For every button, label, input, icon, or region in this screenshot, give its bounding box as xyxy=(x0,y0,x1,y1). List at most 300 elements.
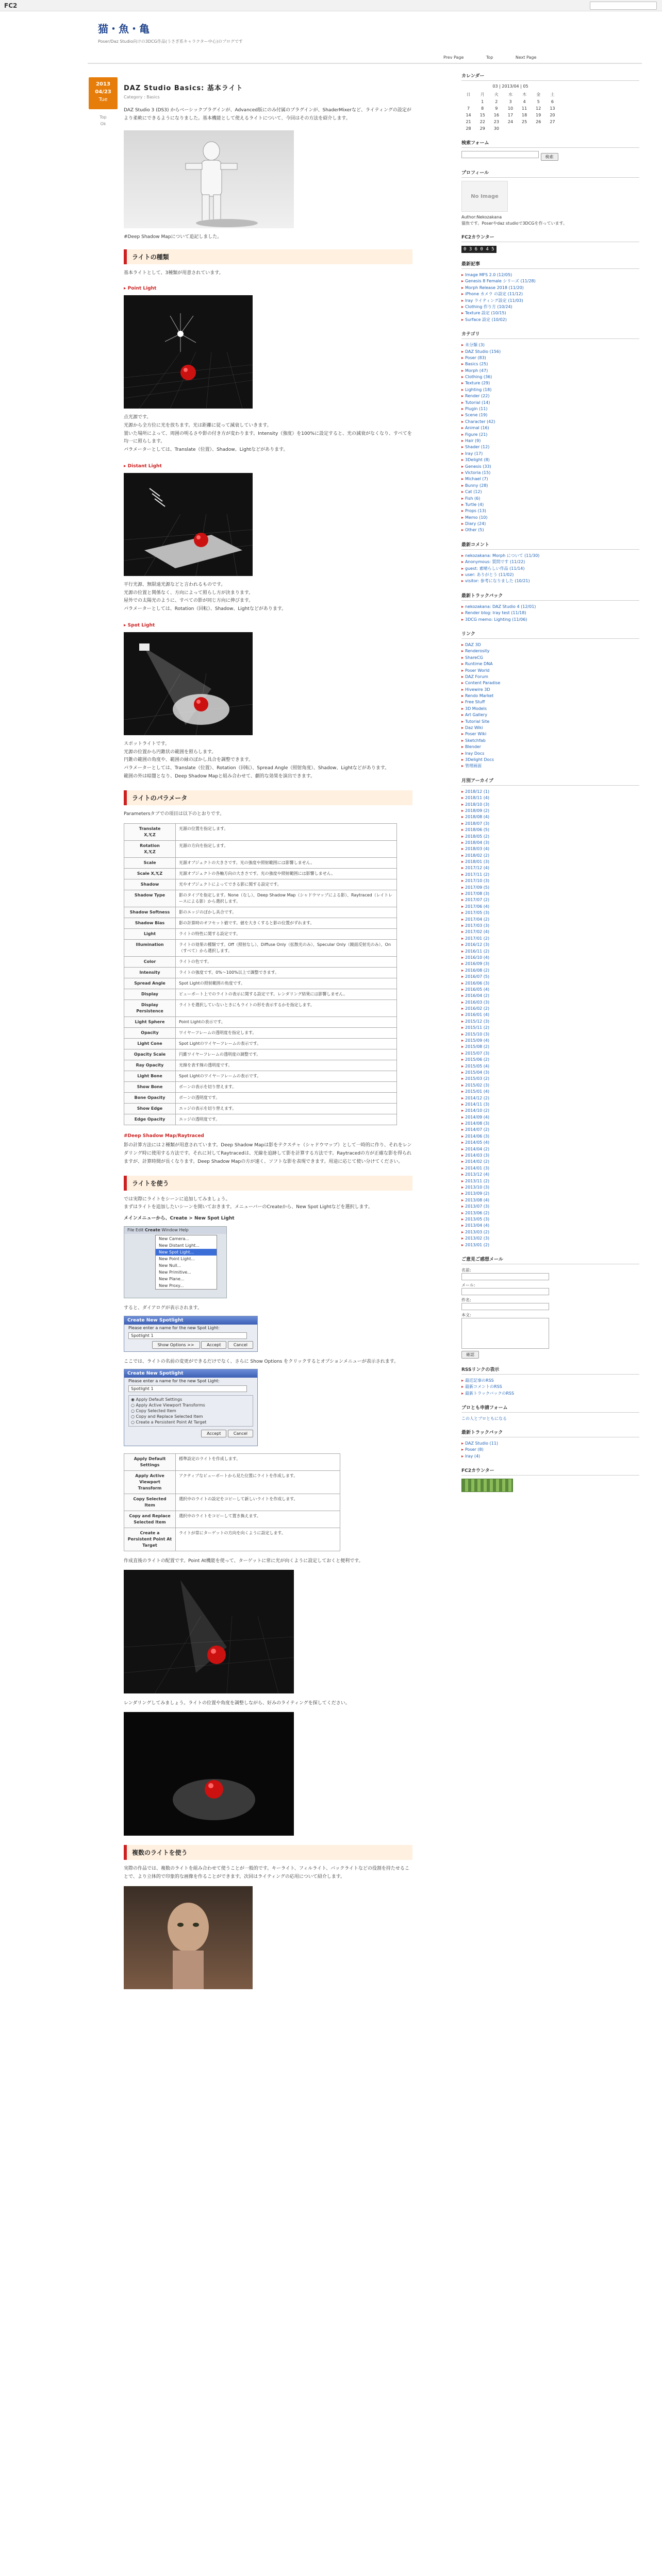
category-item[interactable] xyxy=(461,412,639,418)
category-item-label: Lighting (18) xyxy=(465,387,492,392)
archive-item[interactable] xyxy=(461,1019,639,1025)
link-item[interactable] xyxy=(461,661,639,667)
distant-light-title: Distant Light xyxy=(127,463,162,469)
calendar-day[interactable]: 10 xyxy=(507,106,514,111)
category-item[interactable] xyxy=(461,406,639,412)
archive-item[interactable] xyxy=(461,1178,639,1184)
link-item[interactable] xyxy=(461,706,639,712)
dialog1-accept-button[interactable]: Accept xyxy=(201,1341,226,1349)
category-item[interactable] xyxy=(461,380,639,386)
param-row xyxy=(124,1082,397,1093)
link-item[interactable] xyxy=(461,693,639,699)
calendar-day[interactable]: 17 xyxy=(507,113,514,117)
category-item[interactable] xyxy=(461,361,639,367)
archive-item[interactable] xyxy=(461,1114,639,1121)
arrow-icon: ▸ xyxy=(461,292,464,297)
archive-item[interactable] xyxy=(461,1038,639,1044)
archive-item[interactable] xyxy=(461,1210,639,1216)
article xyxy=(124,82,423,1989)
create-menu-item[interactable]: New Plane... xyxy=(159,1276,185,1281)
search-form-title: 検索フォーム xyxy=(461,139,639,148)
archive-item[interactable] xyxy=(461,1082,639,1089)
link-item[interactable] xyxy=(461,674,639,680)
create-menu-item[interactable]: New Primitive... xyxy=(159,1269,191,1275)
calendar-day[interactable]: 11 xyxy=(522,106,527,111)
archive-item[interactable] xyxy=(461,808,639,814)
rank-item[interactable] xyxy=(461,1447,639,1453)
link-item-label: 管理画面 xyxy=(465,764,482,769)
create-menu-item[interactable]: New Proxy... xyxy=(159,1283,184,1288)
archive-item[interactable] xyxy=(461,980,639,987)
category-item[interactable] xyxy=(461,489,639,495)
rss-item[interactable] xyxy=(461,1391,639,1397)
archive-item[interactable] xyxy=(461,1197,639,1204)
arrow-icon: ▸ xyxy=(461,1108,464,1113)
archive-item[interactable] xyxy=(461,942,639,948)
archive-item[interactable] xyxy=(461,1235,639,1242)
dialog-option-label: Copy Selected Item xyxy=(136,1409,176,1414)
arrow-icon: ▸ xyxy=(461,279,464,284)
archive-item[interactable] xyxy=(461,1076,639,1082)
archive-item[interactable] xyxy=(461,993,639,999)
category-item[interactable] xyxy=(461,438,639,444)
calendar-day[interactable]: 12 xyxy=(536,106,541,111)
option-row xyxy=(124,1511,340,1528)
param-row-value: ライトの色です。 xyxy=(176,957,397,968)
arrow-icon: ▸ xyxy=(461,400,464,405)
radio-icon[interactable]: ○ xyxy=(131,1403,136,1408)
recent-trackback-item[interactable] xyxy=(461,604,639,610)
radio-icon[interactable]: ○ xyxy=(131,1420,136,1425)
link-item[interactable] xyxy=(461,738,639,744)
spot-result-scene xyxy=(124,1570,294,1693)
mail-field-input[interactable] xyxy=(461,1318,549,1349)
calendar-day[interactable]: 2 xyxy=(495,99,498,104)
arrow-icon: ▸ xyxy=(461,1076,464,1081)
category-item[interactable] xyxy=(461,444,639,450)
section-use-light: ライトを使う xyxy=(124,1176,412,1191)
dialog-option[interactable] xyxy=(130,1402,252,1408)
archive-item[interactable] xyxy=(461,840,639,846)
spot-light-render xyxy=(124,632,253,735)
archive-item[interactable] xyxy=(461,1184,639,1191)
archive-item[interactable] xyxy=(461,1146,639,1153)
arrow-icon: ▸ xyxy=(461,496,464,501)
create-menu-item[interactable]: New Camera... xyxy=(159,1236,190,1241)
archive-item[interactable] xyxy=(461,955,639,961)
next-page-link[interactable]: Next Page xyxy=(515,55,537,60)
category-item[interactable] xyxy=(461,387,639,393)
category-item[interactable] xyxy=(461,425,639,431)
category-item[interactable] xyxy=(461,483,639,489)
archive-item-label: 2013/11 (2) xyxy=(465,1178,490,1183)
archive-item[interactable] xyxy=(461,821,639,827)
arrow-icon: ▸ xyxy=(461,1165,464,1171)
arrow-icon: ▸ xyxy=(461,521,464,527)
link-item[interactable] xyxy=(461,699,639,705)
calendar-table xyxy=(461,91,559,132)
archive-item[interactable] xyxy=(461,827,639,833)
calendar-weekday: 水 xyxy=(508,92,512,97)
link-item[interactable] xyxy=(461,680,639,686)
category-item[interactable] xyxy=(461,470,639,476)
calendar-day[interactable]: 30 xyxy=(493,126,499,131)
calendar-day[interactable]: 5 xyxy=(537,99,540,104)
recent-post-item[interactable] xyxy=(461,304,639,310)
link-item[interactable] xyxy=(461,642,639,648)
archive-item[interactable] xyxy=(461,1063,639,1070)
archive-item[interactable] xyxy=(461,961,639,967)
category-item[interactable] xyxy=(461,515,639,521)
rss-item[interactable] xyxy=(461,1378,639,1384)
radio-icon[interactable]: ◉ xyxy=(131,1397,136,1402)
meta-top-link[interactable]: Top xyxy=(100,115,107,120)
category-item-label: Render (22) xyxy=(465,394,490,399)
recent-post-item[interactable] xyxy=(461,298,639,304)
archive-item[interactable] xyxy=(461,1044,639,1050)
archive-item[interactable] xyxy=(461,948,639,955)
category-item[interactable] xyxy=(461,342,639,348)
links-title: リンク xyxy=(461,630,639,639)
dialog-option[interactable] xyxy=(130,1397,252,1402)
category-item[interactable] xyxy=(461,464,639,470)
menu-instruction: メインメニューから、Create > New Spot Light xyxy=(124,1216,235,1221)
category-item[interactable] xyxy=(461,457,639,463)
archive-item-label: 2015/09 (4) xyxy=(465,1038,490,1043)
calendar-day[interactable]: 22 xyxy=(479,120,485,124)
category-item[interactable] xyxy=(461,432,639,438)
recent-comment-item-label: guest: 素晴らしい作品 (11/14) xyxy=(465,566,525,571)
dialog2-accept-button[interactable]: Accept xyxy=(201,1430,226,1437)
archive-item[interactable] xyxy=(461,1216,639,1223)
dialog2-cancel-button[interactable]: Cancel xyxy=(228,1430,253,1437)
fc2-logo[interactable]: FC2 xyxy=(4,2,18,9)
category-item[interactable] xyxy=(461,451,639,457)
category-item[interactable] xyxy=(461,393,639,399)
archive-item[interactable] xyxy=(461,1165,639,1172)
archive-item-label: 2014/10 (2) xyxy=(465,1108,490,1113)
post-category[interactable]: Category : Basics xyxy=(124,95,160,99)
archive-item[interactable] xyxy=(461,1153,639,1159)
calendar-day[interactable]: 14 xyxy=(466,113,471,117)
calendar-weekday: 月 xyxy=(480,92,485,97)
param-row-value: エッジの透明度です。 xyxy=(176,1114,397,1125)
param-row-value: ライトの効果の種類です。Off（照射なし）、Diffuse Only（拡散光のみ）、Specular Only（鏡面反射光のみ）、On（すべて）から選択します。 xyxy=(176,940,397,957)
category-item-label: Figure (21) xyxy=(465,432,488,437)
archive-item[interactable] xyxy=(461,1012,639,1018)
mail-field-input[interactable] xyxy=(461,1288,549,1295)
recent-comment-item[interactable] xyxy=(461,578,639,584)
archive-title: 月別アーカイブ xyxy=(461,777,639,786)
rss-item[interactable] xyxy=(461,1384,639,1390)
calendar-weekday: 火 xyxy=(494,92,499,97)
archive-item[interactable] xyxy=(461,846,639,852)
archive-item[interactable] xyxy=(461,1223,639,1229)
link-item[interactable] xyxy=(461,719,639,725)
recent-trackback-item[interactable] xyxy=(461,617,639,623)
archive-item[interactable] xyxy=(461,974,639,980)
category-item[interactable] xyxy=(461,419,639,425)
topbar-search-input[interactable] xyxy=(590,2,657,10)
dialog2-prompt: Please enter a name for the new Spot Light: xyxy=(128,1379,220,1384)
category-item[interactable] xyxy=(461,521,639,527)
category-item[interactable] xyxy=(461,374,639,380)
archive-item[interactable] xyxy=(461,904,639,910)
archive-item[interactable] xyxy=(461,897,639,903)
calendar-day[interactable]: 19 xyxy=(536,113,541,117)
category-item[interactable] xyxy=(461,508,639,514)
link-item[interactable] xyxy=(461,744,639,750)
arrow-icon: ▸ xyxy=(461,343,464,348)
spotlight-name-input-2[interactable]: Spotlight 1 xyxy=(128,1385,247,1392)
arrow-icon: ▸ xyxy=(461,827,464,833)
link-item[interactable] xyxy=(461,731,639,737)
recent-trackback-item[interactable] xyxy=(461,610,639,616)
archive-item[interactable] xyxy=(461,1204,639,1210)
archive-item[interactable] xyxy=(461,1006,639,1012)
mail-submit-button[interactable]: 確認 xyxy=(461,1351,479,1359)
rank-item-label: Iray (4) xyxy=(465,1453,481,1459)
archive-item[interactable] xyxy=(461,1101,639,1108)
param-row-key: Intensity xyxy=(124,968,176,978)
sidebar-search-button[interactable]: 検索 xyxy=(541,153,558,161)
top-link[interactable]: Top xyxy=(486,55,493,60)
archive-item[interactable] xyxy=(461,929,639,935)
calendar-day[interactable]: 24 xyxy=(507,120,514,124)
calendar-day[interactable]: 7 xyxy=(467,106,470,111)
option-row-value: アクティブなビューポートから見た位置にライトを作成します。 xyxy=(176,1471,340,1494)
fc2-topbar xyxy=(0,0,662,11)
dialog-option[interactable] xyxy=(130,1414,252,1419)
archive-item[interactable] xyxy=(461,789,639,795)
calendar-week xyxy=(461,125,559,132)
arrow-icon: ▸ xyxy=(461,732,464,737)
calendar-day[interactable]: 26 xyxy=(536,120,541,124)
final-scene xyxy=(124,1712,294,1836)
sidebar-search-input[interactable] xyxy=(461,151,539,158)
recent-comment-item[interactable] xyxy=(461,572,639,578)
category-item[interactable] xyxy=(461,368,639,374)
recent-comment-item[interactable] xyxy=(461,553,639,559)
categories-list xyxy=(461,342,639,534)
calendar-day[interactable]: 16 xyxy=(493,113,499,117)
calendar-day[interactable]: 21 xyxy=(466,120,471,124)
calendar-day[interactable]: 23 xyxy=(493,120,499,124)
create-menu-item[interactable]: New Point Light... xyxy=(159,1256,195,1261)
archive-item[interactable] xyxy=(461,968,639,974)
archive-item[interactable] xyxy=(461,1121,639,1127)
category-item[interactable] xyxy=(461,502,639,508)
link-item[interactable] xyxy=(461,668,639,674)
archive-item[interactable] xyxy=(461,1089,639,1095)
calendar-day[interactable]: 18 xyxy=(522,113,527,117)
calendar-day[interactable]: 13 xyxy=(550,106,555,111)
link-item[interactable] xyxy=(461,648,639,654)
archive-item[interactable] xyxy=(461,910,639,916)
archive-item[interactable] xyxy=(461,1133,639,1140)
archive-item[interactable] xyxy=(461,1191,639,1197)
rank-item[interactable] xyxy=(461,1453,639,1460)
meta-ok-link[interactable]: Ok xyxy=(100,121,106,126)
category-item[interactable] xyxy=(461,496,639,502)
calendar-day[interactable]: 15 xyxy=(479,113,485,117)
access-counter: 0 3 6 0 4 5 xyxy=(461,246,496,253)
mail-field-label: 名前: xyxy=(461,1267,471,1273)
archive-item[interactable] xyxy=(461,1229,639,1235)
rss-list xyxy=(461,1378,639,1397)
link-item[interactable] xyxy=(461,757,639,763)
radio-icon[interactable]: ○ xyxy=(131,1414,136,1419)
dialog-option-label: Apply Default Settings xyxy=(136,1397,183,1402)
archive-item[interactable] xyxy=(461,1057,639,1063)
calendar-day[interactable]: 8 xyxy=(481,106,484,111)
link-item-label: Poser Wiki xyxy=(465,732,487,737)
archive-item[interactable] xyxy=(461,1070,639,1076)
friend-request-link[interactable]: この人とブロともになる xyxy=(461,1416,507,1421)
archive-item[interactable] xyxy=(461,1127,639,1133)
recent-post-item[interactable] xyxy=(461,291,639,297)
archive-item[interactable] xyxy=(461,859,639,865)
calendar-day[interactable]: 25 xyxy=(522,120,527,124)
archive-item[interactable] xyxy=(461,1025,639,1031)
category-item[interactable] xyxy=(461,527,639,533)
param-row-key: Show Edge xyxy=(124,1104,176,1114)
archive-item[interactable] xyxy=(461,1172,639,1178)
calendar-day[interactable]: 27 xyxy=(550,120,555,124)
recent-post-item[interactable] xyxy=(461,310,639,316)
recent-post-item[interactable] xyxy=(461,285,639,291)
arrow-icon: ▸ xyxy=(461,846,464,852)
param-row-value: 影のタイプを指定します。None（なし）、Deep Shadow Map（シャドウマップによる影）、Raytraced（レイトレースによる影）から選択します。 xyxy=(176,890,397,907)
calendar-month-nav[interactable]: 03 | 2013/04 | 05 xyxy=(492,84,528,89)
recent-comment-item[interactable] xyxy=(461,566,639,572)
recent-post-item[interactable] xyxy=(461,278,639,284)
archive-item[interactable] xyxy=(461,834,639,840)
link-item[interactable] xyxy=(461,725,639,731)
arrow-icon: ▸ xyxy=(461,878,464,884)
mail-field-input[interactable] xyxy=(461,1303,549,1310)
archive-item[interactable] xyxy=(461,853,639,859)
blog-title[interactable]: 猫・魚・亀 xyxy=(98,23,150,35)
profile-avatar: No Image xyxy=(461,181,508,212)
point-light-heading: ▸ Point Light xyxy=(124,286,157,291)
calendar-day[interactable]: 6 xyxy=(551,99,554,104)
arrow-icon: ▸ xyxy=(461,687,464,692)
recent-post-item-label: Iray ライティング設定 (11/03) xyxy=(465,298,523,303)
recent-comment-item[interactable] xyxy=(461,559,639,565)
create-menu-item[interactable]: New Distant Light... xyxy=(159,1243,200,1248)
prev-page-link[interactable]: Prev Page xyxy=(443,55,464,60)
calendar-day[interactable]: 28 xyxy=(466,126,471,131)
archive-item[interactable] xyxy=(461,891,639,897)
archive-item[interactable] xyxy=(461,999,639,1006)
archive-item[interactable] xyxy=(461,1242,639,1248)
param-row xyxy=(124,858,397,869)
calendar-day[interactable]: 20 xyxy=(550,113,555,117)
calendar-day[interactable]: 4 xyxy=(523,99,526,104)
arrow-icon: ▸ xyxy=(461,1057,464,1062)
create-menu-item[interactable]: New Spot Light... xyxy=(156,1249,217,1256)
create-menu-item[interactable]: New Null... xyxy=(159,1263,181,1268)
category-item[interactable] xyxy=(461,355,639,361)
radio-icon[interactable]: ○ xyxy=(131,1409,136,1414)
spotlight-name-input[interactable]: Spotlight 1 xyxy=(128,1332,247,1339)
archive-item[interactable] xyxy=(461,923,639,929)
calendar-day[interactable]: 9 xyxy=(495,106,498,111)
recent-post-item-label: Texture 設定 (10/15) xyxy=(465,311,506,316)
param-row-value: 光源の方向を指定します。 xyxy=(176,841,397,858)
archive-item-label: 2015/01 (4) xyxy=(465,1089,490,1094)
recent-post-item[interactable] xyxy=(461,272,639,278)
archive-item-label: 2013/10 (3) xyxy=(465,1185,490,1190)
archive-item[interactable] xyxy=(461,1159,639,1165)
dialog-option[interactable] xyxy=(130,1408,252,1414)
arrow-icon: ▸ xyxy=(461,1204,464,1209)
archive-item[interactable] xyxy=(461,917,639,923)
link-item[interactable] xyxy=(461,763,639,769)
arrow-icon: ▸ xyxy=(461,974,464,979)
archive-item[interactable] xyxy=(461,872,639,878)
dialog1-cancel-button[interactable]: Cancel xyxy=(228,1341,253,1349)
archive-item-label: 2018/06 (5) xyxy=(465,827,490,833)
archive-item[interactable] xyxy=(461,936,639,942)
recent-post-item[interactable] xyxy=(461,317,639,323)
category-item[interactable] xyxy=(461,349,639,355)
archive-item[interactable] xyxy=(461,1140,639,1146)
arrow-icon: ▸ xyxy=(461,885,464,890)
archive-item[interactable] xyxy=(461,1031,639,1038)
link-item[interactable] xyxy=(461,687,639,693)
category-item[interactable] xyxy=(461,476,639,482)
mail-field-input[interactable] xyxy=(461,1273,549,1280)
rank-item[interactable] xyxy=(461,1440,639,1447)
archive-item[interactable] xyxy=(461,885,639,891)
archive-item[interactable] xyxy=(461,795,639,801)
dialog-option[interactable] xyxy=(130,1419,252,1425)
dialog1-options-button[interactable]: Show Options >> xyxy=(152,1341,200,1349)
multi-light-render xyxy=(124,1886,253,1989)
calendar-week xyxy=(461,105,559,112)
blog-header xyxy=(98,21,459,57)
archive-item[interactable] xyxy=(461,1095,639,1101)
recent-trackbacks-list xyxy=(461,604,639,623)
arrow-icon: ▸ xyxy=(461,923,464,928)
recent-comments-title: 最新コメント xyxy=(461,541,639,550)
archive-item[interactable] xyxy=(461,814,639,820)
archive-item[interactable] xyxy=(461,1108,639,1114)
arrow-icon: ▸ xyxy=(461,1089,464,1094)
archive-item[interactable] xyxy=(461,802,639,808)
archive-item[interactable] xyxy=(461,878,639,884)
calendar-day[interactable]: 29 xyxy=(479,126,485,131)
option-row-value: 選択中のライトの設定をコピーして新しいライトを作成します。 xyxy=(176,1494,340,1511)
fc2-banner[interactable] xyxy=(461,1479,513,1492)
arrow-icon: ▸ xyxy=(461,764,464,769)
calendar-day[interactable]: 3 xyxy=(509,99,512,104)
link-item[interactable] xyxy=(461,655,639,661)
archive-item[interactable] xyxy=(461,865,639,871)
link-item[interactable] xyxy=(461,712,639,718)
category-item[interactable] xyxy=(461,400,639,406)
archive-item-label: 2016/02 (2) xyxy=(465,1006,490,1011)
archive-item-label: 2014/01 (3) xyxy=(465,1165,490,1171)
archive-item[interactable] xyxy=(461,987,639,993)
archive-item[interactable] xyxy=(461,1050,639,1057)
arrow-icon: ▸ xyxy=(461,1153,464,1158)
link-item[interactable] xyxy=(461,751,639,757)
post-title[interactable]: DAZ Studio Basics: 基本ライト xyxy=(124,84,243,92)
calendar-day[interactable]: 1 xyxy=(481,99,484,104)
